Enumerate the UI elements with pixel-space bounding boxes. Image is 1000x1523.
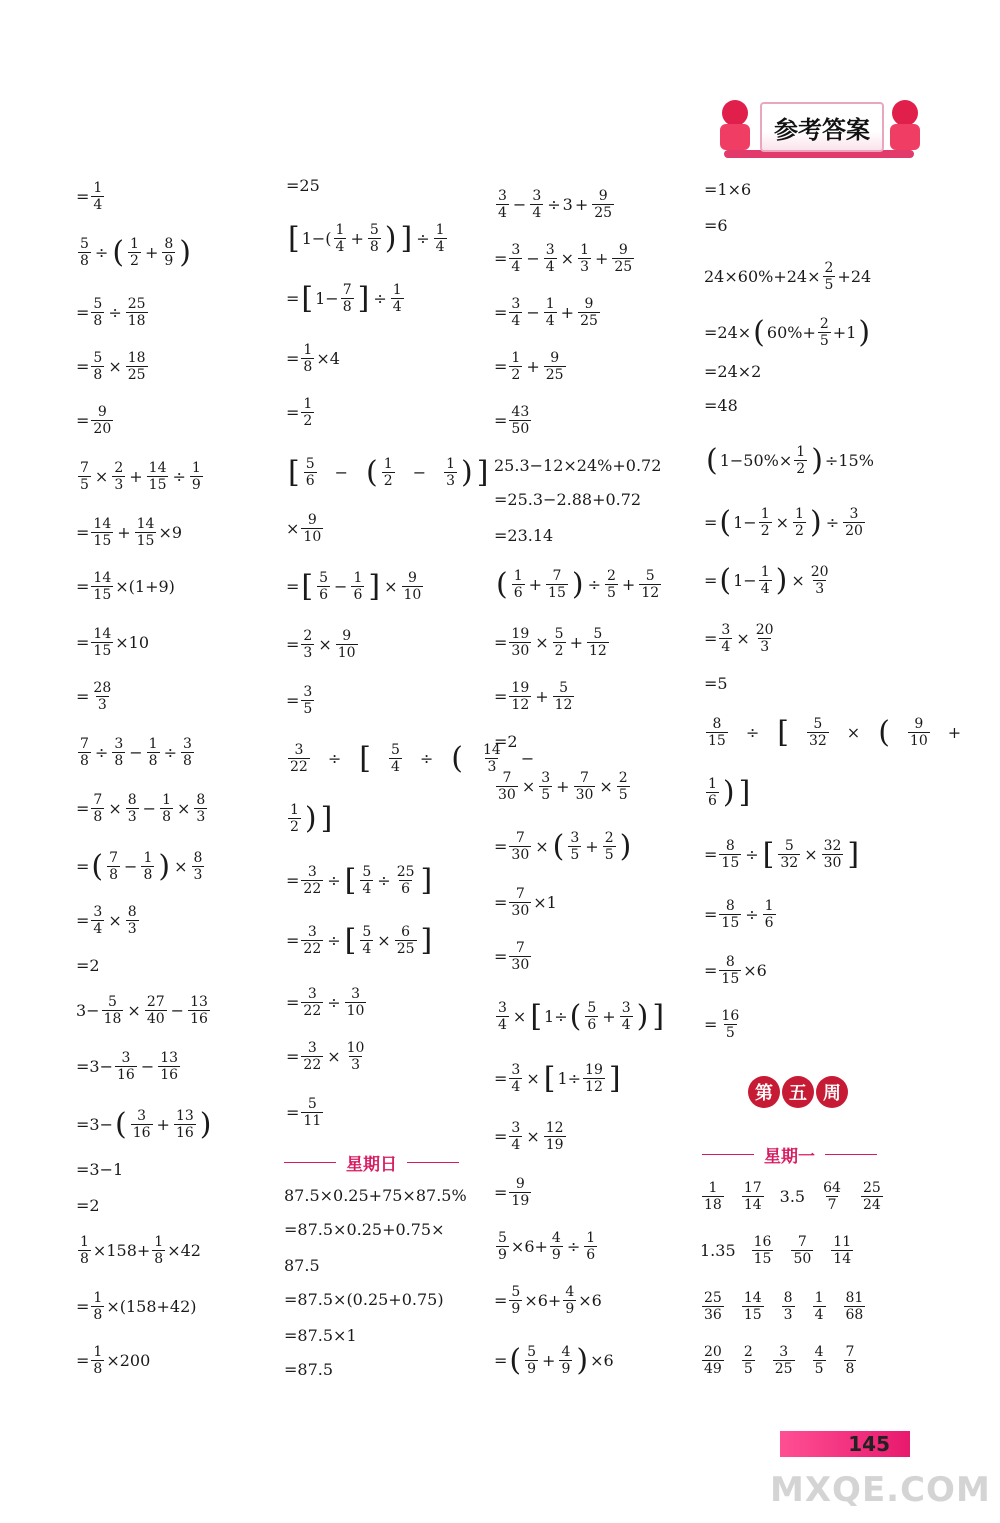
expr-line: =23.14 xyxy=(494,526,554,545)
expr-line: = $\frac{14}{15}$ + $\frac{14}{15}$ ×9 xyxy=(76,516,183,549)
section-monday: 星期一 xyxy=(702,1142,877,1167)
expr-line: 87.5×0.25+75×87.5% xyxy=(284,1186,467,1205)
expr-line: = $\frac{3}{22}$ × $\frac{10}{3}$ xyxy=(286,1040,365,1073)
expr-line: = $\frac{1}{2}$ + $\frac{9}{25}$ xyxy=(494,350,564,383)
expr-line: = [ 1− $\frac{7}{8}$ ] ÷ $\frac{1}{4}$ xyxy=(286,280,402,316)
expr-line: = $\frac{3}{22}$ ÷ $\frac{3}{10}$ xyxy=(286,986,365,1019)
expr-line: = $\frac{7}{30}$ × ( 3 5 + $\frac{2}{5}$ ) xyxy=(494,828,632,864)
expr-line: =25.3−2.88+0.72 xyxy=(494,490,642,509)
expr-line: =3− $\frac{3}{16}$ − $\frac{13}{16}$ xyxy=(76,1050,179,1083)
expr-line: = $\frac{2}{3}$ × $\frac{9}{10}$ xyxy=(286,628,356,661)
page-number: 145 xyxy=(780,1431,910,1457)
expr-line: = $\frac{14}{15}$ ×10 xyxy=(76,626,149,659)
page-title: 参考答案 xyxy=(760,102,884,152)
expr-line: = $\frac{1}{2}$ xyxy=(286,396,313,429)
expr-line: = $\frac{3}{4}$ − $\frac{1}{4}$ + $\frac{9}{25}$ xyxy=(494,296,598,329)
expr-line: = $\frac{3}{5}$ xyxy=(286,684,313,717)
expr-line: $\frac{7}{30}$ × $\frac{3}{5}$ + $\frac{7}{30}$ × $\frac{2}{5}$ xyxy=(498,770,628,803)
expr-line: =87.5×0.25+0.75× xyxy=(284,1220,445,1239)
expr-line: $\frac{3}{4}$ × [ 1÷ ( 5 6 + $\frac{3}{4}$ ) ] xyxy=(498,998,665,1034)
expr-line: 1 2 ) ] xyxy=(290,800,333,836)
expr-line: 87.5 xyxy=(284,1256,320,1275)
answer-row: 1.35 16 15 7 50 11 14 xyxy=(700,1234,852,1267)
expr-line: =3−1 xyxy=(76,1160,124,1179)
expr-line: 8 15 ÷ [ 5 32 × ( 9 10 + xyxy=(708,714,962,750)
answer-row: 25 36 14 15 8 3 1 4 81 68 xyxy=(704,1290,864,1323)
expr-line: × $\frac{9}{10}$ xyxy=(286,512,322,545)
expr-line: = $\frac{3}{4}$ × $\frac{20}{3}$ xyxy=(704,622,774,655)
expr-line: = $\frac{7}{30}$ xyxy=(494,940,530,973)
expr-line: $\frac{5}{9}$ ×6+ $\frac{4}{9}$ ÷ $\frac{1}{6}$ xyxy=(498,1230,596,1263)
expr-line: =87.5×1 xyxy=(284,1326,357,1345)
expr-line: =2 xyxy=(494,732,518,751)
expr-line: = $\frac{7}{8}$ × $\frac{8}{3}$ − $\frac{1}{8}$ × $\frac{8}{3}$ xyxy=(76,792,206,825)
answer-row: 1 18 17 14 3.5 64 7 25 24 xyxy=(704,1180,881,1213)
expr-line: = $\frac{7}{30}$ ×1 xyxy=(494,886,557,919)
expr-line: 25.3−12×24%+0.72 xyxy=(494,456,662,475)
expr-line: = $\frac{43}{50}$ xyxy=(494,404,530,437)
expr-line: = $\frac{3}{4}$ × $\frac{8}{3}$ xyxy=(76,904,137,937)
expr-line: = $\frac{3}{22}$ ÷ [ $\frac{5}{4}$ ÷ $\frac{25}{6}$ ] xyxy=(286,862,433,898)
answer-badge xyxy=(714,98,926,162)
expr-line: = $\frac{19}{12}$ + $\frac{5}{12}$ xyxy=(494,680,573,713)
expr-line: $\frac{5}{8}$ ÷ ( 1 2 + $\frac{8}{9}$ ) xyxy=(80,234,192,270)
expr-line: = $\frac{3}{22}$ ÷ [ $\frac{5}{4}$ × $\frac{6}{25}$ ] xyxy=(286,922,433,958)
expr-line: = $\frac{14}{15}$ ×(1+9) xyxy=(76,570,175,603)
right-kid-icon xyxy=(884,100,926,154)
expr-line: =5 xyxy=(704,674,728,693)
expr-line: =48 xyxy=(704,396,738,415)
expr-line: = $\frac{16}{5}$ xyxy=(704,1008,740,1041)
expr-line: = ( 7 8 − $\frac{1}{8}$ ) × $\frac{8}{3}$ xyxy=(76,848,203,884)
expr-line: =24×2 xyxy=(704,362,762,381)
watermark: MXQE.COM xyxy=(770,1470,991,1510)
expr-line: [ 5 6 − ( 1 2 − 1 3 ) ] xyxy=(288,454,489,490)
expr-line: = $\frac{8}{15}$ ÷ [ $\frac{5}{32}$ × $\frac{32}{30}$ ] xyxy=(704,836,860,872)
expr-line: = $\frac{1}{8}$ ×(158+42) xyxy=(76,1290,197,1323)
expr-line: = [ 5 6 − $\frac{1}{6}$ ] × $\frac{9}{10}$ xyxy=(286,568,422,604)
expr-line: = $\frac{3}{4}$ × [ 1÷ $\frac{19}{12}$ ] xyxy=(494,1060,621,1096)
expr-line: 3 4 − $\frac{3}{4}$ ÷ 3 + $\frac{9}{25}$ xyxy=(498,188,613,221)
expr-line: 3 22 ÷ [ 5 4 ÷ ( 14 3 − xyxy=(290,740,535,776)
expr-line: = $\frac{5}{8}$ × $\frac{18}{25}$ xyxy=(76,350,146,383)
expr-line: = $\frac{5}{8}$ ÷ $\frac{25}{18}$ xyxy=(76,296,146,329)
expr-line: =87.5×(0.25+0.75) xyxy=(284,1290,444,1309)
expr-line: $\frac{7}{5}$ × $\frac{2}{3}$ + $\frac{14}{15}$ ÷ $\frac{1}{9}$ xyxy=(80,460,201,493)
expr-line: = $\frac{1}{4}$ xyxy=(76,180,103,213)
expr-line: ( 1−50%× $\frac{1}{2}$ ) ÷15% xyxy=(706,442,874,478)
week-five-badge: 第 五 周 xyxy=(748,1076,848,1108)
expr-line: ( 1 6 + $\frac{7}{15}$ ) ÷ $\frac{2}{5}$ + $\frac{5}{12}$ xyxy=(496,566,660,602)
expr-line: = $\frac{5}{9}$ ×6+ $\frac{4}{9}$ ×6 xyxy=(494,1284,602,1317)
expr-line: = $\frac{3}{4}$ × $\frac{12}{19}$ xyxy=(494,1120,564,1153)
expr-line: =1×6 xyxy=(704,180,752,199)
expr-line: =24× ( 60%+ $\frac{2}{5}$ +1 ) xyxy=(704,314,871,350)
expr-line: = $\frac{5}{11}$ xyxy=(286,1096,322,1129)
expr-line: $\frac{1}{8}$ ×158+ $\frac{1}{8}$ ×42 xyxy=(80,1234,201,1267)
expr-line: = ( 1− $\frac{1}{4}$ ) × $\frac{20}{3}$ xyxy=(704,562,829,598)
expr-line: = $\frac{9}{20}$ xyxy=(76,404,112,437)
expr-line: 24×60%+24× $\frac{2}{5}$ +24 xyxy=(704,260,872,293)
expr-line: =2 xyxy=(76,956,100,975)
expr-line: = $\frac{8}{15}$ ÷ $\frac{1}{6}$ xyxy=(704,898,774,931)
expr-line: = $\frac{1}{8}$ ×200 xyxy=(76,1344,151,1377)
expr-line: = $\frac{1}{8}$ ×4 xyxy=(286,342,340,375)
expr-line: =87.5 xyxy=(284,1360,334,1379)
left-kid-icon xyxy=(714,100,756,154)
expr-line: 1 6 ) ] xyxy=(708,774,751,810)
expr-line: [ 1−( 1 4 + $\frac{5}{8}$ ) ] ÷ $\frac{1}{4}$ xyxy=(288,220,445,256)
expr-line: 3− $\frac{5}{18}$ × $\frac{27}{40}$ − $\frac{13}{16}$ xyxy=(76,994,208,1027)
expr-line: = $\frac{19}{30}$ × $\frac{5}{2}$ + $\frac{5}{12}$ xyxy=(494,626,607,659)
expr-line: $\frac{7}{8}$ ÷ $\frac{3}{8}$ − $\frac{1}{8}$ ÷ $\frac{3}{8}$ xyxy=(80,736,192,769)
expr-line: = $\frac{8}{15}$ ×6 xyxy=(704,954,767,987)
answer-row: 20 49 2 5 3 25 4 5 7 8 xyxy=(704,1344,855,1377)
section-sunday: 星期日 xyxy=(284,1150,459,1175)
expr-line: = ( 1− $\frac{1}{2}$ × $\frac{1}{2}$ ) ÷ $\frac{3}{20}$ xyxy=(704,504,863,540)
expr-line: = ( 5 9 + $\frac{4}{9}$ ) ×6 xyxy=(494,1342,614,1378)
expr-line: =25 xyxy=(286,176,320,195)
expr-line: =6 xyxy=(704,216,728,235)
expr-line: = $\frac{3}{4}$ − $\frac{3}{4}$ × $\frac{1}{3}$ + $\frac{9}{25}$ xyxy=(494,242,633,275)
expr-line: = $\frac{9}{19}$ xyxy=(494,1176,530,1209)
expr-line: = $\frac{28}{3}$ xyxy=(76,680,112,713)
expr-line: =2 xyxy=(76,1196,100,1215)
expr-line: =3− ( 3 16 + $\frac{13}{16}$ ) xyxy=(76,1106,212,1142)
